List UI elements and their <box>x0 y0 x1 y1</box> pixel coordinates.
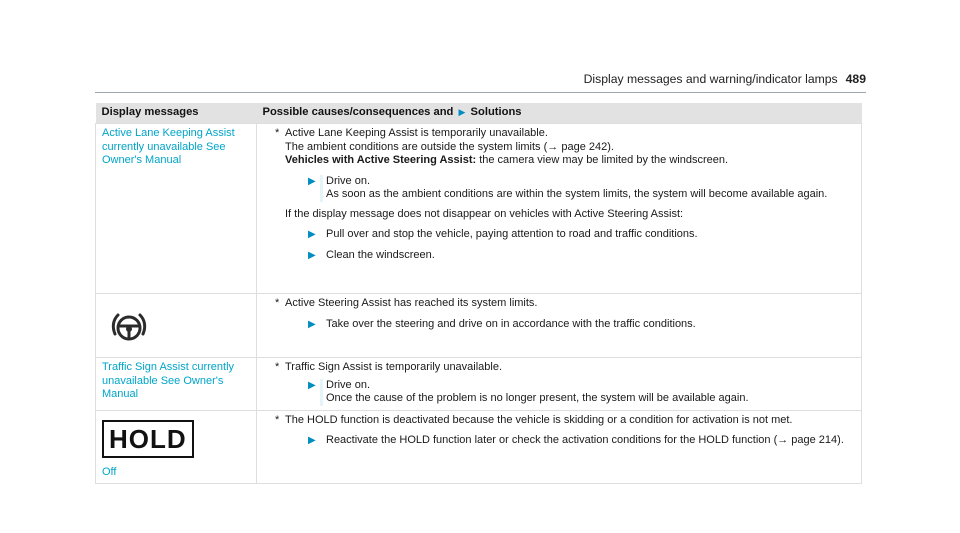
cause-text: Traffic Sign Assist is temporarily unavailable. <box>285 361 503 373</box>
bullet-star: * <box>275 297 280 309</box>
col-header-causes-text: Possible causes/consequences and <box>262 106 454 119</box>
cause-text: The HOLD function is deactivated because the vehicle is skidding or a condition for activation is not met. <box>285 413 793 426</box>
step-text: Take over the steering and drive on in accordance with the traffic conditions. <box>326 317 696 330</box>
causes-cell <box>257 358 862 411</box>
step-arrow-icon: ▶ <box>308 175 316 187</box>
table-row <box>96 410 862 484</box>
solution-step <box>308 379 855 406</box>
hold-icon: HOLD <box>102 420 194 458</box>
display-message <box>96 294 257 358</box>
vehicles-note <box>285 154 855 168</box>
col-header-messages: Display messages <box>96 103 257 124</box>
step-text: Drive on. <box>326 378 371 391</box>
note-text: If the display message does not disappear on vehicles with Active Steering Assist: <box>285 207 684 220</box>
bullet-star: * <box>275 127 280 139</box>
table-row <box>96 124 862 294</box>
vehicles-note-bold: Vehicles with Active Steering Assist: <box>285 154 477 166</box>
display-message-off: Off <box>102 465 117 478</box>
steering-wheel-icon <box>110 311 148 345</box>
step-arrow-icon: ▶ <box>308 249 316 261</box>
cause-text: Active Steering Assist has reached its system limits. <box>285 297 538 309</box>
causes-cell <box>257 410 862 484</box>
step-text: Clean the windscreen. <box>326 248 435 261</box>
cause-item <box>275 297 855 311</box>
col-header-solutions-text: Solutions <box>470 106 522 119</box>
bullet-star: * <box>275 413 280 426</box>
solution-step <box>308 228 855 242</box>
step-text: Drive on. <box>326 174 371 187</box>
cause-text: Active Lane Keeping Assist is temporarily unavailable. <box>285 127 548 139</box>
step-arrow-icon: ▶ <box>308 229 316 240</box>
causes-cell <box>257 124 862 294</box>
step-text: Reactivate the HOLD function later or check the activation conditions for the HOLD function (→ page 214). <box>326 434 844 446</box>
solution-step <box>308 434 855 448</box>
cause-item <box>275 361 855 375</box>
step-detail: Once the cause of the problem is no longer present, the system will be available again. <box>326 392 749 404</box>
table-header-row <box>96 103 862 124</box>
header-title: Display messages and warning/indicator lamps <box>583 72 838 86</box>
solution-step <box>308 249 855 263</box>
page-number: 489 <box>845 72 866 86</box>
step-arrow-icon: ▶ <box>308 379 316 391</box>
solution-arrow-icon: ▶ <box>458 107 466 118</box>
display-message <box>96 410 257 484</box>
display-message: Traffic Sign Assist currently unavailable See Owner's Manual <box>96 358 257 411</box>
page-header <box>95 72 866 93</box>
vehicles-note-text: the camera view may be limited by the windscreen. <box>476 154 729 166</box>
table-row <box>96 294 862 358</box>
step-detail: As soon as the ambient conditions are within the system limits, the system will become available again. <box>326 188 828 200</box>
cause-item <box>275 414 855 428</box>
solution-step <box>308 318 855 332</box>
display-message: Active Lane Keeping Assist currently unavailable See Owner's Manual <box>96 124 257 294</box>
step-arrow-icon: ▶ <box>308 318 316 330</box>
cause-detail: The ambient conditions are outside the system limits (→ page 242). <box>285 140 614 153</box>
causes-cell <box>257 294 862 358</box>
table-row <box>96 358 862 411</box>
solution-step <box>308 175 855 202</box>
col-header-causes <box>257 103 862 124</box>
messages-table <box>95 103 862 484</box>
step-text: Pull over and stop the vehicle, paying attention to road and traffic conditions. <box>326 228 698 240</box>
step-arrow-icon: ▶ <box>308 435 316 446</box>
bullet-star: * <box>275 361 280 373</box>
cause-item <box>275 127 855 168</box>
